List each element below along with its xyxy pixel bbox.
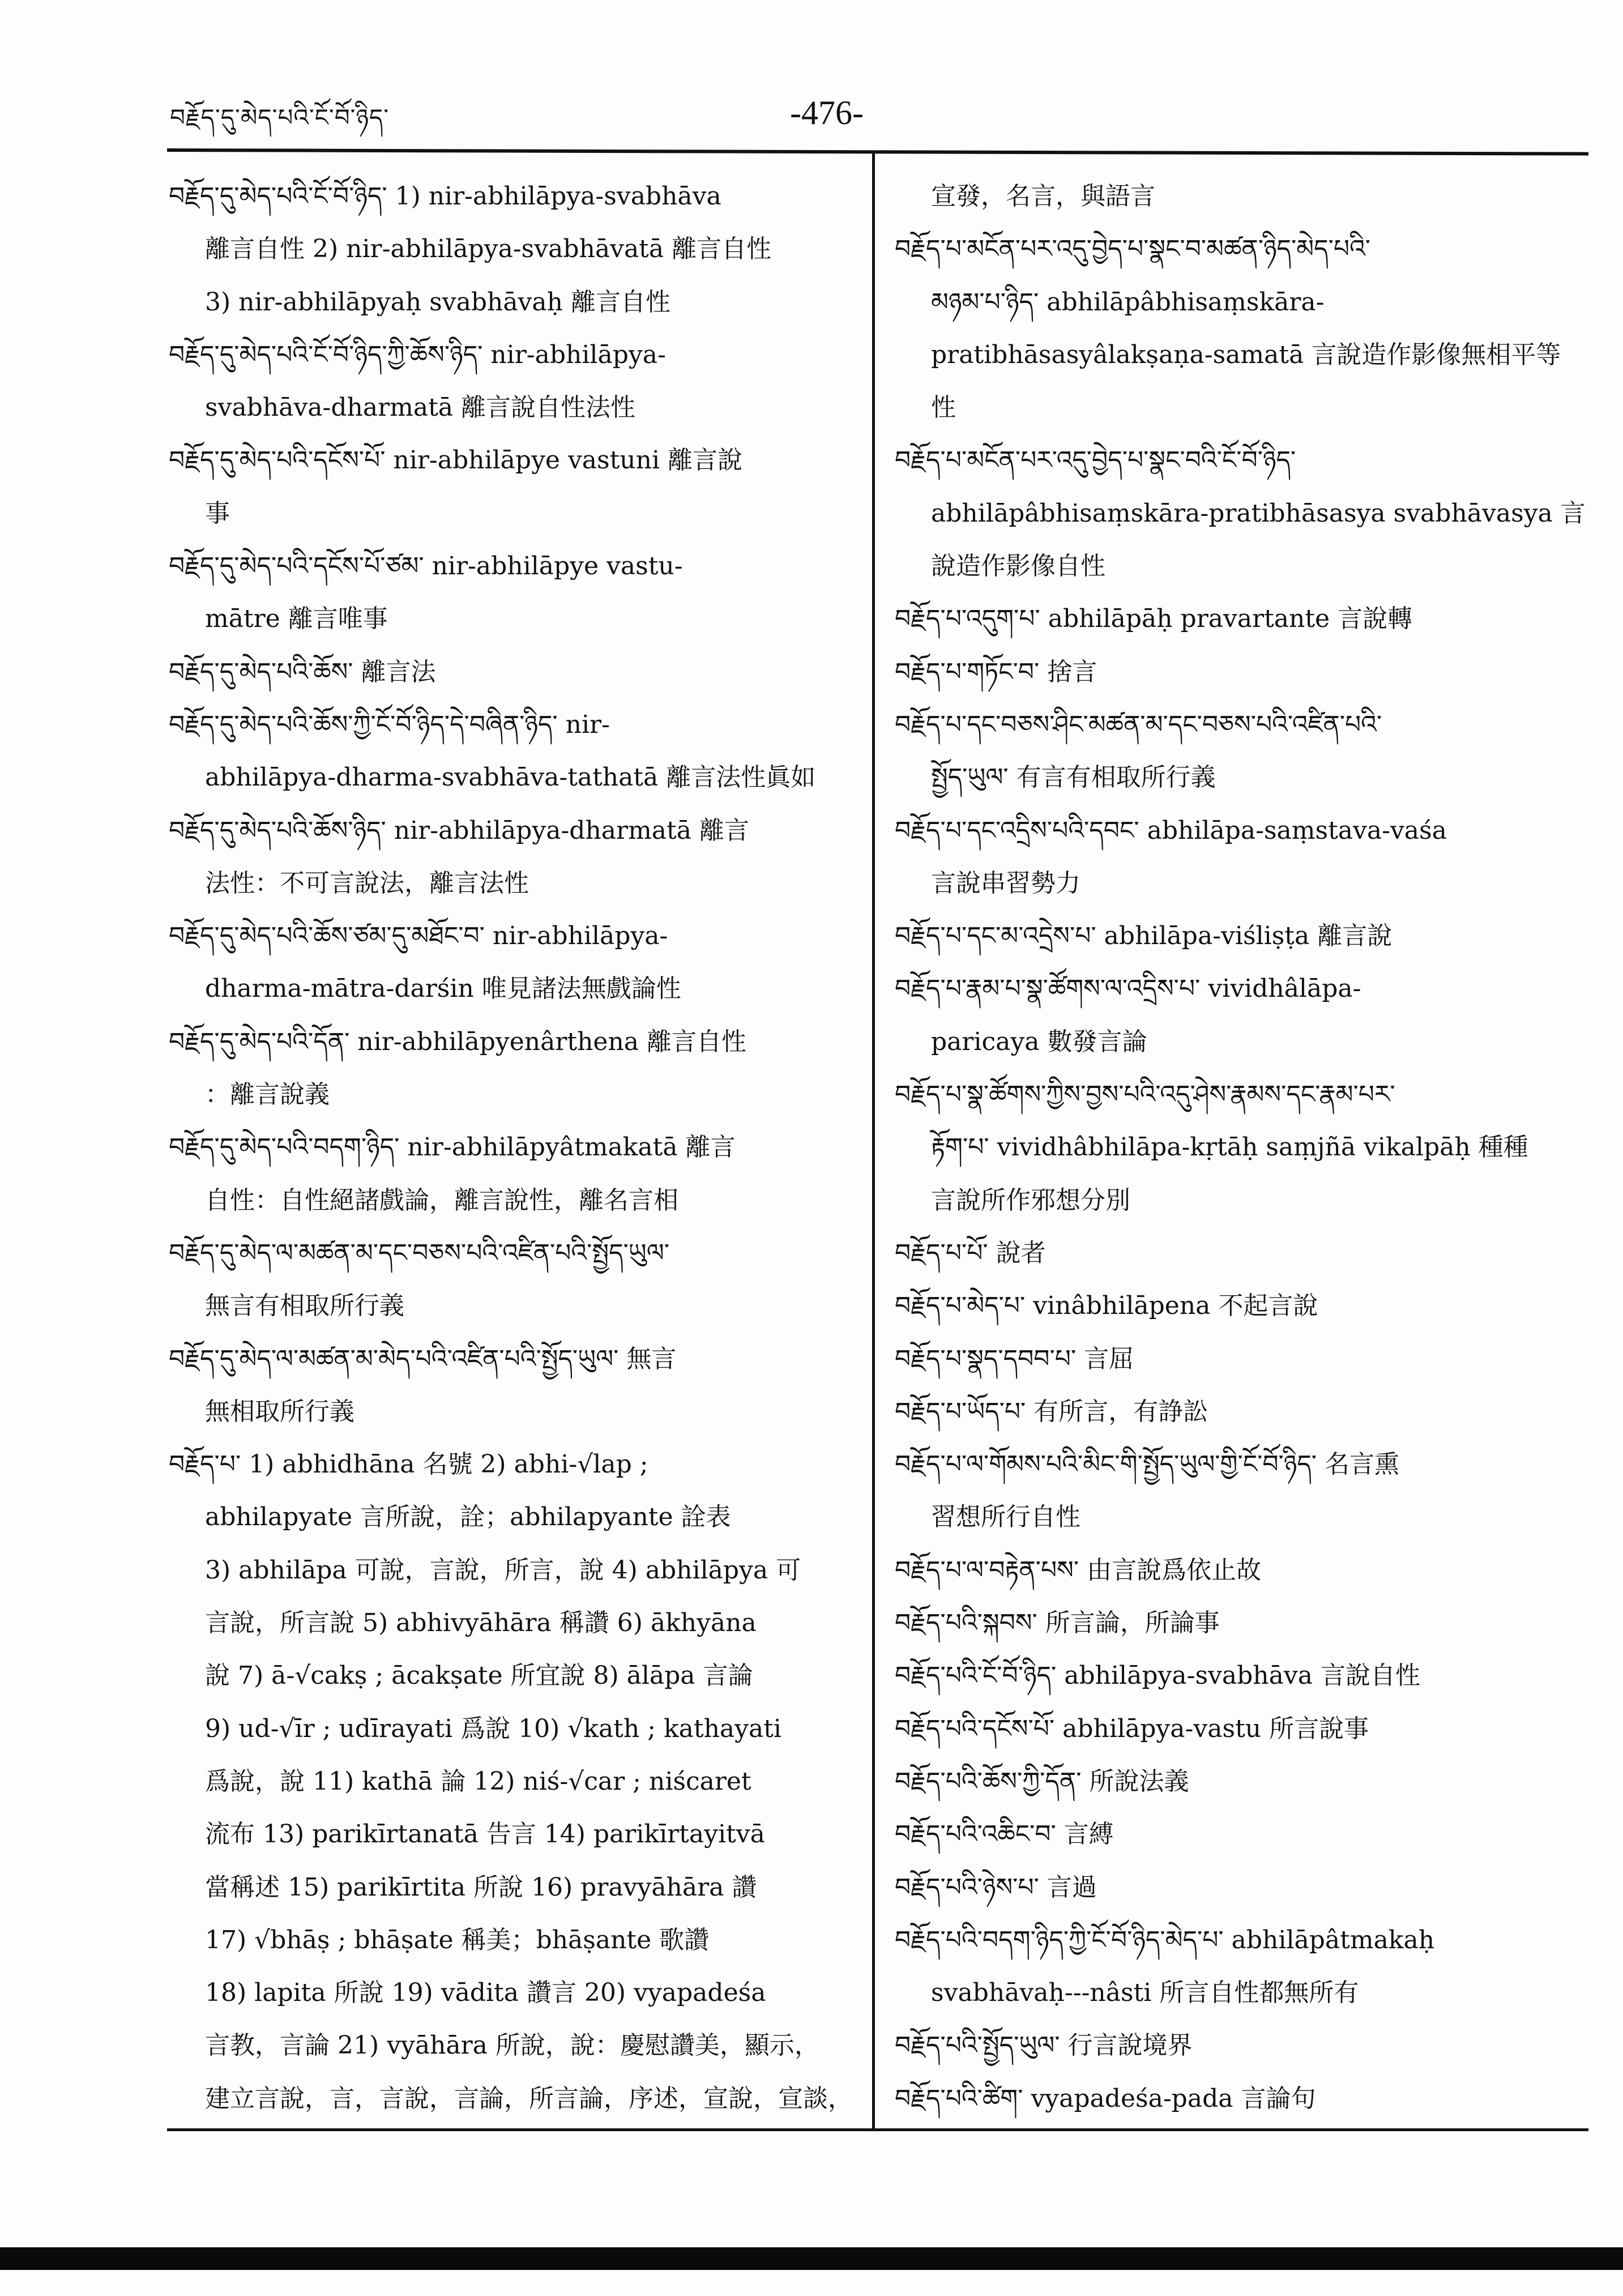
- entry-continuation-line: abhilāpâbhisaṃskāra-pratibhāsasya svabhāvasya 言: [931, 498, 1586, 528]
- column-divider: [872, 151, 875, 2128]
- left-column: [169, 170, 861, 2125]
- entry-continuation-line: མཉམ་པ་ཉིད་ abhilāpâbhisaṃskāra-: [931, 287, 1325, 317]
- entry-continuation-line: 法性：不可言說法，離言法性: [205, 868, 529, 898]
- entry-continuation-line: 3) nir-abhilāpyaḥ svabhāvaḥ 離言自性: [205, 287, 670, 317]
- entry-headword-line: བརྗོད་པ་ཡོད་པ་ 有所言，有諍訟: [895, 1397, 1208, 1426]
- entry-headword-line: བརྗོད་དུ་མེད་པའི་ངོ་བོ་ཉིད་ཀྱི་ཆོས་ཉིད་ nir-abhilāpya-: [169, 340, 666, 369]
- entry-continuation-line: 當稱述 15) parikīrtita 所說 16) pravyāhāra 讚: [205, 1872, 757, 1902]
- entry-continuation-line: སྤྱོད་ཡུལ་ 有言有相取所行義: [931, 763, 1216, 792]
- entry-continuation-line: 9) ud-√īr ; udīrayati 爲說 10) √kath ; kathayati: [205, 1714, 781, 1743]
- entry-headword-line: བརྗོད་དུ་མེད་ལ་མཚན་མ་དང་བཅས་པའི་འཛིན་པའི་སྤྱོད་ཡུལ་: [169, 1238, 670, 1268]
- entry-headword-line: བརྗོད་དུ་མེད་པའི་ཆོས་ 離言法: [169, 657, 436, 686]
- entry-headword-line: བརྗོད་པ་དང་འདྲིས་པའི་དབང་ abhilāpa-saṃstava-vaśa: [895, 816, 1447, 845]
- entry-headword-line: བརྗོད་པའི་ཚིག་ vyapadeśa-pada 言論句: [895, 2084, 1316, 2113]
- entry-continuation-line: mātre 離言唯事: [205, 604, 388, 634]
- entry-continuation-line: ：離言說義: [205, 1080, 330, 1109]
- entry-continuation-line: 言說，所言說 5) abhivyāhāra 稱讚 6) ākhyāna: [205, 1608, 757, 1638]
- entry-continuation-line: 離言自性 2) nir-abhilāpya-svabhāvatā 離言自性: [205, 234, 772, 264]
- entry-continuation-line: svabhāvaḥ---nâsti 所言自性都無所有: [931, 1978, 1359, 2008]
- entry-continuation-line: 事: [205, 498, 230, 528]
- entry-headword-line: བརྗོད་པ་འདུག་པ་ abhilāpāḥ pravartante 言說轉: [895, 604, 1413, 634]
- entry-continuation-line: abhilapyate 言所說，詮；abhilapyante 詮表: [205, 1503, 731, 1532]
- entry-continuation-line: 17) √bhāṣ ; bhāṣate 稱美；bhāṣante 歌讚: [205, 1925, 710, 1954]
- entry-headword-line: བརྗོད་པ་པོ་ 說者: [895, 1238, 1046, 1268]
- entry-continuation-line: 習想所行自性: [931, 1503, 1080, 1532]
- entry-continuation-line: dharma-mātra-darśin 唯見諸法無戲論性: [205, 974, 681, 1004]
- entry-continuation-line: 言說所作邪想分別: [931, 1185, 1130, 1215]
- entry-headword-line: བརྗོད་པ་ 1) abhidhāna 名號 2) abhi-√lap ;: [169, 1450, 648, 1479]
- entry-headword-line: བརྗོད་དུ་མེད་པའི་ངོ་བོ་ཉིད་ 1) nir-abhilāpya-svabhāva: [169, 182, 721, 211]
- entry-headword-line: བརྗོད་པའི་སྤྱོད་ཡུལ་ 行言說境界: [895, 2031, 1193, 2060]
- entry-headword-line: བརྗོད་པ་སྣད་དབབ་པ་ 言屈: [895, 1344, 1134, 1373]
- running-head: བརྗོད་དུ་མེད་པའི་ངོ་བོ་ཉིད་: [170, 104, 390, 131]
- entry-headword-line: བརྗོད་དུ་མེད་པའི་ཆོས་ཙམ་དུ་མཐོང་བ་ nir-abhilāpya-: [169, 921, 668, 951]
- entry-headword-line: བརྗོད་པ་དང་བཅས་ཤིང་མཚན་མ་དང་བཅས་པའི་འཛིན་པའི་: [895, 710, 1382, 739]
- entry-continuation-line: 說 7) ā-√cakṣ ; ācakṣate 所宜說 8) ālāpa 言論: [205, 1661, 753, 1691]
- entry-continuation-line: 自性：自性絕諸戲論，離言說性，離名言相: [205, 1185, 678, 1215]
- entry-continuation-line: 說造作影像自性: [931, 552, 1105, 581]
- entry-headword-line: བརྗོད་པ་མངོན་པར་འདུ་བྱེད་པ་སྣང་བའི་ངོ་བོ་ཉིད་: [895, 446, 1296, 475]
- entry-headword-line: བརྗོད་པའི་ཆོས་ཀྱི་དོན་ 所說法義: [895, 1766, 1189, 1796]
- entry-continuation-line: 建立言說，言，言說，言論，所言論，序述，宣說，宣談，: [205, 2084, 853, 2113]
- entry-headword-line: བརྗོད་པ་སྣ་ཚོགས་ཀྱིས་བྱས་པའི་འདུ་ཤེས་རྣམས་དང་རྣམ་པར་: [895, 1080, 1395, 1109]
- entry-headword-line: བརྗོད་དུ་མེད་ལ་མཚན་མ་མེད་པའི་འཛིན་པའི་སྤྱོད་ཡུལ་ 無言: [169, 1344, 677, 1373]
- entry-headword-line: བརྗོད་དུ་མེད་པའི་དངོས་པོ་ཙམ་ nir-abhilāpye vastu-: [169, 552, 683, 581]
- entry-headword-line: བརྗོད་དུ་མེད་པའི་དོན་ nir-abhilāpyenârthena 離言自性: [169, 1027, 746, 1056]
- entry-headword-line: བརྗོད་དུ་མེད་པའི་དངོས་པོ་ nir-abhilāpye vastuni 離言說: [169, 446, 743, 475]
- entry-continuation-line: 性: [931, 393, 956, 423]
- entry-headword-line: བརྗོད་པ་གཏོང་བ་ 捨言: [895, 657, 1097, 686]
- entry-headword-line: བརྗོད་པ་མངོན་པར་འདུ་བྱེད་པ་སྣང་བ་མཚན་ཉིད་མེད་པའི་: [895, 234, 1371, 264]
- entry-headword-line: བརྗོད་པའི་སྐབས་ 所言論，所論事: [895, 1608, 1220, 1638]
- entry-continuation-line: 無相取所行義: [205, 1397, 355, 1426]
- entry-headword-line: བརྗོད་པ་མེད་པ་ vinâbhilāpena 不起言說: [895, 1291, 1318, 1321]
- entry-headword-line: བརྗོད་པ་རྣམ་པ་སྣ་ཚོགས་ལ་འདྲིས་པ་ vividhâlāpa-: [895, 974, 1361, 1004]
- page-number: -476-: [790, 94, 864, 131]
- entry-continuation-line: 3) abhilāpa 可說，言說，所言，說 4) abhilāpya 可: [205, 1555, 801, 1585]
- entry-continuation-line: 宣發，名言，與語言: [931, 182, 1155, 211]
- entry-headword-line: བརྗོད་པའི་བདག་ཉིད་ཀྱི་ངོ་བོ་ཉིད་མེད་པ་ abhilāpâtmakaḥ: [895, 1925, 1435, 1954]
- entry-continuation-line: 18) lapita 所說 19) vādita 讚言 20) vyapadeśa: [205, 1978, 766, 2008]
- entry-headword-line: བརྗོད་པའི་དངོས་པོ་ abhilāpya-vastu 所言說事: [895, 1714, 1369, 1743]
- entry-headword-line: བརྗོད་པའི་ཉེས་པ་ 言過: [895, 1872, 1097, 1902]
- entry-continuation-line: 無言有相取所行義: [205, 1291, 404, 1321]
- right-column: [895, 170, 1608, 2125]
- entry-continuation-line: རྟོག་པ་ vividhâbhilāpa-kṛtāḥ saṃjñā vikalpāḥ 種種: [931, 1133, 1528, 1162]
- entry-continuation-line: 言教，言論 21) vyāhāra 所說，說：慶慰讚美，顯示，: [205, 2031, 819, 2060]
- entry-headword-line: བརྗོད་པའི་ངོ་བོ་ཉིད་ abhilāpya-svabhāva 言說自性: [895, 1661, 1420, 1691]
- entry-continuation-line: 言說串習勢力: [931, 868, 1080, 898]
- entry-continuation-line: 爲說，說 11) kathā 論 12) niś-√car ; niścaret: [205, 1766, 751, 1796]
- entry-headword-line: བརྗོད་པ་ལ་བརྟེན་པས་ 由言說爲依止故: [895, 1555, 1262, 1585]
- entry-headword-line: བརྗོད་དུ་མེད་པའི་ཆོས་ཉིད་ nir-abhilāpya-dharmatā 離言: [169, 816, 749, 845]
- entry-headword-line: བརྗོད་དུ་མེད་པའི་བདག་ཉིད་ nir-abhilāpyâtmakatā 離言: [169, 1133, 736, 1162]
- scan-edge-bar: [0, 2247, 1623, 2270]
- bottom-rule: [167, 2128, 1588, 2131]
- entry-continuation-line: svabhāva-dharmatā 離言說自性法性: [205, 393, 635, 423]
- entry-headword-line: བརྗོད་པ་དང་མ་འདྲེས་པ་ abhilāpa-viśliṣṭa 離言說: [895, 921, 1393, 951]
- entry-continuation-line: pratibhāsasyâlakṣaṇa-samatā 言說造作影像無相平等: [931, 340, 1561, 369]
- entry-headword-line: བརྗོད་དུ་མེད་པའི་ཆོས་ཀྱི་ངོ་བོ་ཉིད་དེ་བཞིན་ཉིད་ nir-: [169, 710, 610, 739]
- entry-headword-line: བརྗོད་པའི་འཆིང་བ་ 言縛: [895, 1820, 1114, 1849]
- entry-headword-line: བརྗོད་པ་ལ་གོམས་པའི་མིང་གི་སྤྱོད་ཡུལ་གྱི་ངོ་བོ་ཉིད་ 名言熏: [895, 1450, 1400, 1479]
- entry-continuation-line: 流布 13) parikīrtanatā 告言 14) parikīrtayitvā: [205, 1820, 765, 1849]
- entry-continuation-line: abhilāpya-dharma-svabhāva-tathatā 離言法性眞如: [205, 763, 816, 792]
- entry-continuation-line: paricaya 數發言論: [931, 1027, 1147, 1056]
